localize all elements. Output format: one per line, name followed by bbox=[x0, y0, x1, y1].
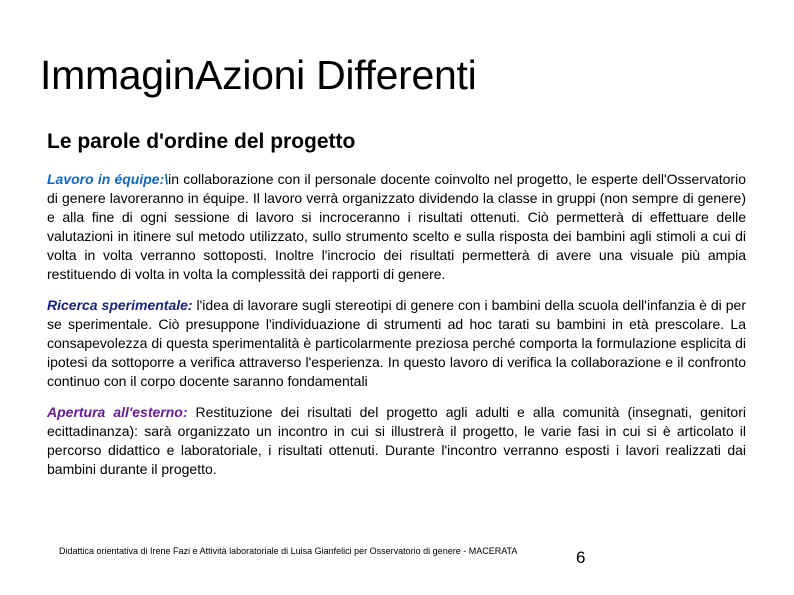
paragraph-text: Restituzione dei risultati del progetto agli adulti e alla comunità (insegnati, genitori ecittadinanza): sarà organizzato un incontro in cui si illustrerà il progetto, le varie fasi in cui si è articolato il percorso didattico e laboratoriale, i risultati ottenuti. Durante l'incontro verranno esposti i lavori realizzati dai bambini durante il progetto. bbox=[47, 404, 746, 477]
slide-subtitle: Le parole d'ordine del progetto bbox=[47, 130, 356, 153]
page-number: 6 bbox=[576, 548, 586, 567]
paragraph-ricerca-sperimentale bbox=[47, 296, 746, 391]
slide-title: ImmaginAzioni Differenti bbox=[40, 52, 477, 98]
paragraph-apertura-all-esterno bbox=[47, 403, 746, 479]
slide-footer: Didattica orientativa di Irene Fazi e Attività laboratoriale di Luisa Gianfelici per Osservatorio di genere - MACERATA bbox=[59, 546, 518, 556]
paragraph-text: l'idea di lavorare sugli stereotipi di genere con i bambini della scuola dell'infanzia è di per se sperimentale. Ciò presuppone l'individuazione di strumenti ad hoc tarati su bambini in età prescolare. La consapevolezza di questa sperimentalità è particolarmente preziosa perché comporta la formulazione esplicita di ipotesi da sottoporre a verifica attraverso l'esperienza. In questo lavoro di verifica la collaborazione e il confronto continuo con il corpo docente saranno fondamentali bbox=[47, 297, 746, 389]
paragraph-lead: Lavoro in équipe:\ bbox=[47, 171, 169, 187]
slide-body bbox=[47, 170, 746, 491]
paragraph-lavoro-in-equipe bbox=[47, 170, 746, 284]
paragraph-lead: Ricerca sperimentale: bbox=[47, 297, 193, 313]
paragraph-text: in collaborazione con il personale docente coinvolto nel progetto, le esperte dell'Osservatorio di genere lavoreranno in équipe. Il lavoro verrà organizzato dividendo la classe in gruppi (non sempre di genere) e alla fine di ogni sessione di lavoro si incroceranno i risultati ottenuti. Ciò permetterà di effettuare delle valutazioni in itinere sul metodo utilizzato, sullo strumento scelto e sulla risposta dei bambini agli stimoli a cui di volta in volta verranno sottoposti. Inoltre l'incrocio dei risultati permetterà di avere una visuale più ampia restituendo di volta in volta la complessità dei rapporti di genere. bbox=[47, 171, 746, 282]
paragraph-lead: Apertura all'esterno: bbox=[47, 404, 188, 420]
